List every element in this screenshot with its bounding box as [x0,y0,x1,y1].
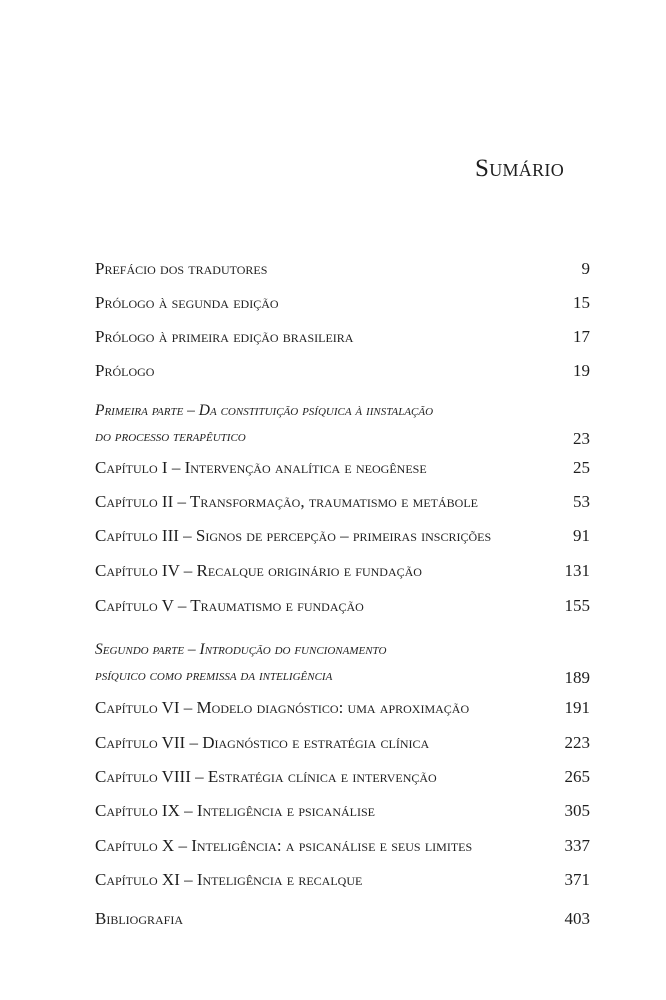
toc-entry-prefacio [95,258,590,280]
toc-entry-capitulo-3 [95,525,590,547]
page-title: Sumário [474,155,564,182]
toc-entry-bibliografia [95,908,590,930]
toc-entry-prologo-segunda [95,292,590,314]
toc-page-number: 23 [573,429,590,448]
toc-page-number: 155 [564,596,590,615]
part-line-2: psíquico como premissa da inteligência [95,667,333,684]
toc-page-number: 337 [564,836,590,855]
toc-page-number: 189 [564,668,590,687]
toc-page-number: 191 [564,698,590,717]
toc-page-number: 15 [573,293,590,312]
toc-page-number: 403 [564,909,590,928]
toc-entry-capitulo-9 [95,800,590,822]
toc-entry-primeira-parte [95,398,590,450]
toc-label: Capítulo III – Signos de percepção – primeiras inscrições [95,526,492,545]
toc-label: Prefácio dos tradutores [95,259,268,278]
toc-entry-capitulo-11 [95,869,590,891]
toc-label: Capítulo X – Inteligência: a psicanálise e seus limites [95,836,473,855]
toc-entry-capitulo-6 [95,697,590,719]
toc-entry-capitulo-1 [95,457,590,479]
toc-entry-capitulo-8 [95,766,590,788]
toc-label: Capítulo VII – Diagnóstico e estratégia clínica [95,733,430,752]
toc-label: Capítulo V – Traumatismo e fundação [95,596,364,615]
toc-page-number: 9 [581,259,590,278]
toc-entry-capitulo-2 [95,491,590,513]
toc-entry-segundo-parte [95,637,590,689]
toc-page-number: 371 [564,870,590,889]
toc-page-number: 131 [564,561,590,580]
toc-entry-capitulo-7 [95,732,590,754]
toc-page-number: 223 [564,733,590,752]
toc-entry-prologo-primeira [95,326,590,348]
toc-page-number: 53 [573,492,590,511]
toc-page-number: 25 [573,458,590,477]
toc-entry-capitulo-10 [95,835,590,857]
part-line-2: do processo terapêutico [95,428,246,445]
toc-page-number: 265 [564,767,590,786]
toc-label: Prólogo [95,361,155,380]
toc-page-number: 19 [573,361,590,380]
toc-part-label [95,637,386,689]
toc-label: Capítulo IX – Inteligência e psicanálise [95,801,376,820]
toc-page-number: 91 [573,526,590,545]
toc-page-number: 305 [564,801,590,820]
toc-page-number: 17 [573,327,590,346]
toc-label: Capítulo IV – Recalque originário e fundação [95,561,422,580]
part-line-1: Segundo parte – Introdução do funcionamento [95,641,387,658]
toc-label: Prólogo à primeira edição brasileira [95,327,354,346]
toc-label: Prólogo à segunda edição [95,293,279,312]
toc-entry-prologo [95,360,590,382]
toc-label: Capítulo XI – Inteligência e recalque [95,870,363,889]
toc-label: Capítulo I – Intervenção analítica e neogênese [95,458,427,477]
toc-entry-capitulo-5 [95,595,590,617]
toc-label: Capítulo II – Transformação, traumatismo e metábole [95,492,479,511]
toc-entry-capitulo-4 [95,560,590,582]
toc-label: Capítulo VI – Modelo diagnóstico: uma aproximação [95,698,470,717]
toc-label: Capítulo VIII – Estratégia clínica e intervenção [95,767,437,786]
part-line-1: Primeira parte – Da constituição psíquica à iinstalação [95,402,434,419]
toc-label: Bibliografia [95,909,184,928]
toc-part-label [95,398,433,450]
